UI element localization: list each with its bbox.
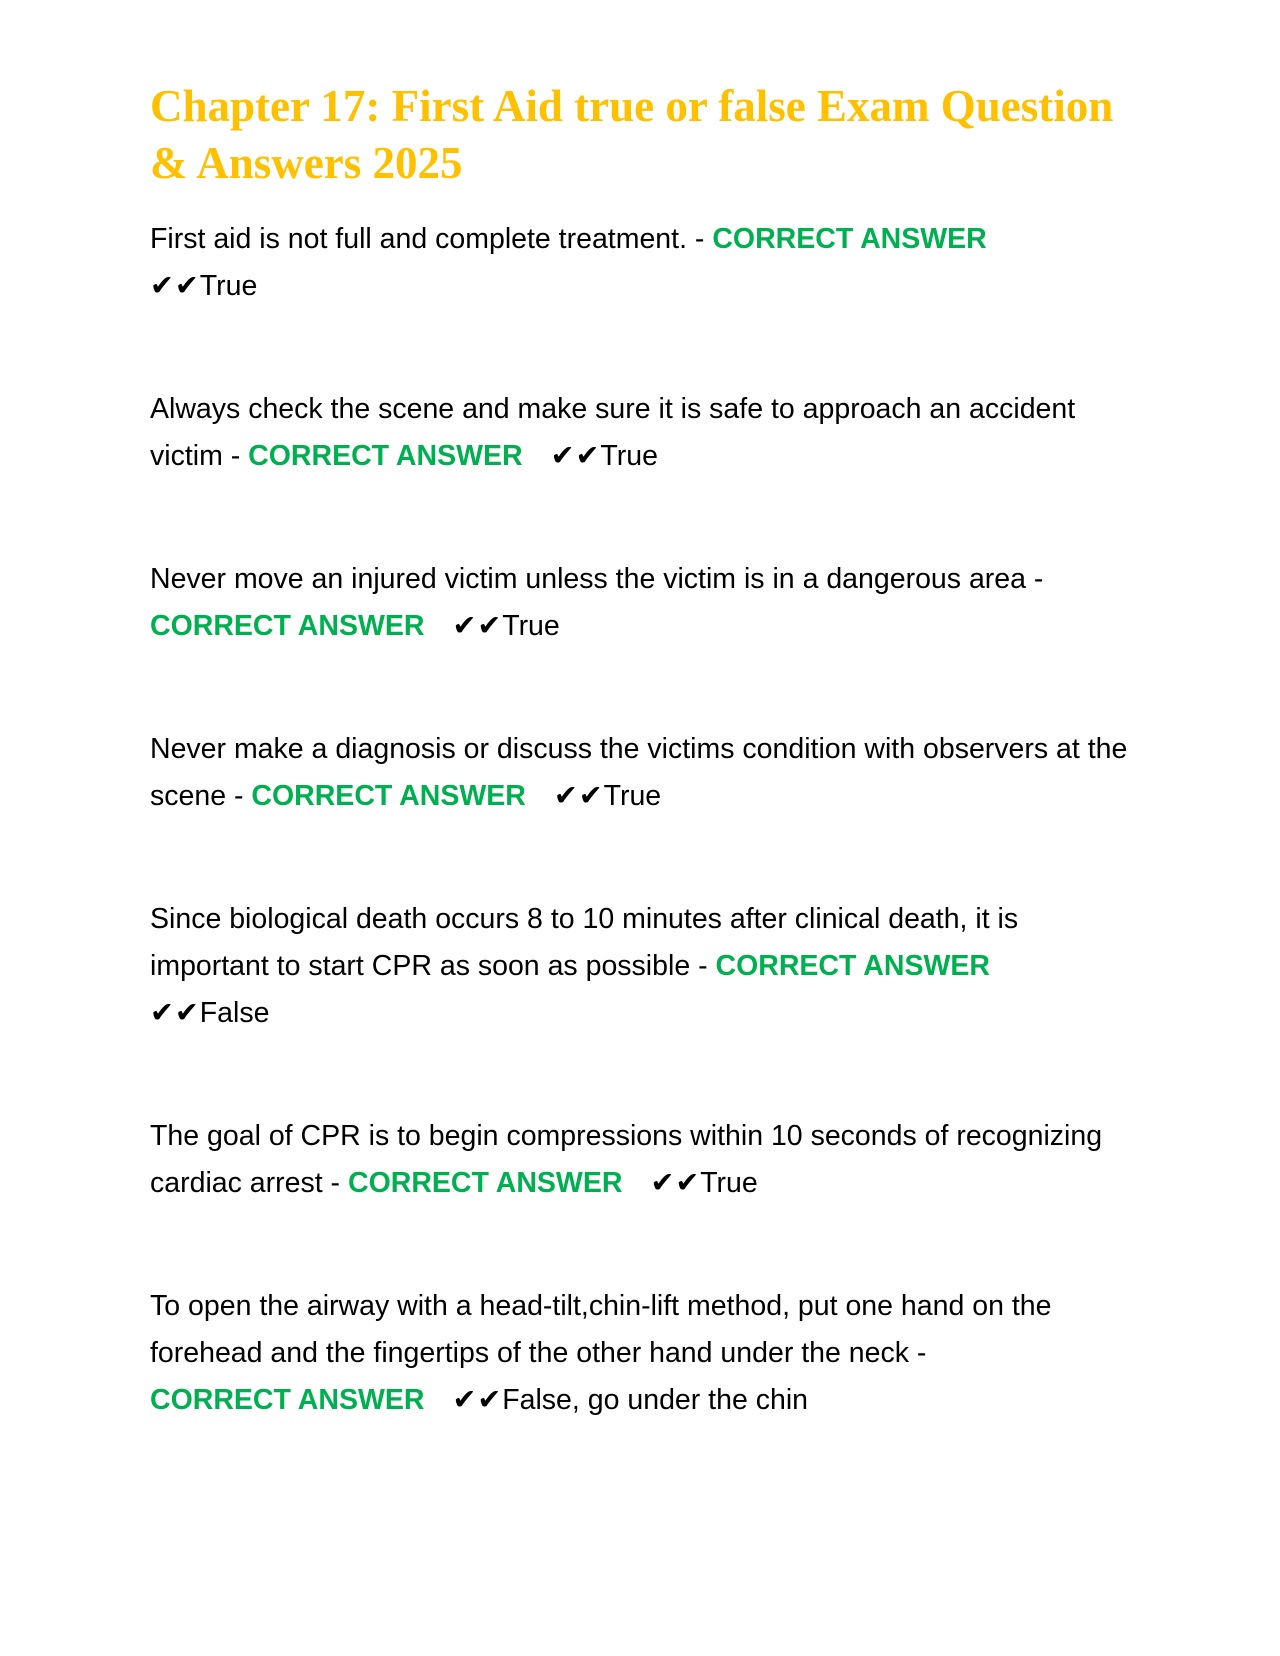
answer-text: True (603, 780, 662, 812)
correct-answer-label: CORRECT ANSWER (347, 1167, 623, 1199)
question-text: Never move an injured victim unless the victim is in a dangerous area - (150, 563, 1044, 595)
answer-text: False (199, 997, 270, 1029)
qa-item-7 (150, 1283, 1130, 1424)
double-check-icon: ✔✔ (452, 1384, 503, 1416)
answer-text: False, go under the chin (502, 1384, 808, 1416)
qa-item-3 (150, 556, 1130, 650)
answer-text: True (199, 270, 258, 302)
double-check-icon: ✔✔ (550, 440, 601, 472)
question-text: The goal of CPR is to begin compressions within 10 seconds of recognizing cardiac arrest - (150, 1120, 1103, 1199)
question-text: To open the airway with a head-tilt,chin-lift method, put one hand on the forehead and the fingertips of the other hand under the neck - (150, 1290, 1052, 1369)
correct-answer-label: CORRECT ANSWER (248, 440, 523, 472)
answer-text: True (700, 1167, 758, 1199)
qa-item-2 (150, 386, 1130, 480)
qa-item-5 (150, 896, 1130, 1037)
question-text: Since biological death occurs 8 to 10 minutes after clinical death, it is important to start CPR as soon as possible - (150, 903, 1019, 982)
document-page (150, 78, 1130, 1500)
qa-item-6 (150, 1113, 1130, 1207)
question-text: Never make a diagnosis or discuss the victims condition with observers at the scene - (150, 733, 1128, 812)
correct-answer-label: CORRECT ANSWER (150, 610, 425, 642)
correct-answer-label: CORRECT ANSWER (715, 950, 990, 982)
qa-list (150, 216, 1130, 1424)
document-title: Chapter 17: First Aid true or false Exam Question & Answers 2025 (150, 81, 1114, 188)
correct-answer-label: CORRECT ANSWER (150, 1384, 425, 1416)
correct-answer-label: CORRECT ANSWER (712, 223, 987, 255)
qa-item-4 (150, 726, 1130, 820)
double-check-icon: ✔✔ (150, 997, 200, 1029)
question-text: Always check the scene and make sure it is safe to approach an accident victim - (150, 393, 1076, 472)
answer-text: True (600, 440, 658, 472)
double-check-icon: ✔✔ (452, 610, 503, 642)
qa-item-1 (150, 216, 1130, 310)
correct-answer-label: CORRECT ANSWER (251, 780, 526, 812)
double-check-icon: ✔✔ (553, 780, 604, 812)
answer-text: True (502, 610, 560, 642)
double-check-icon: ✔✔ (150, 270, 200, 302)
question-text: First aid is not full and complete treatment. - (150, 223, 713, 255)
double-check-icon: ✔✔ (650, 1167, 701, 1199)
